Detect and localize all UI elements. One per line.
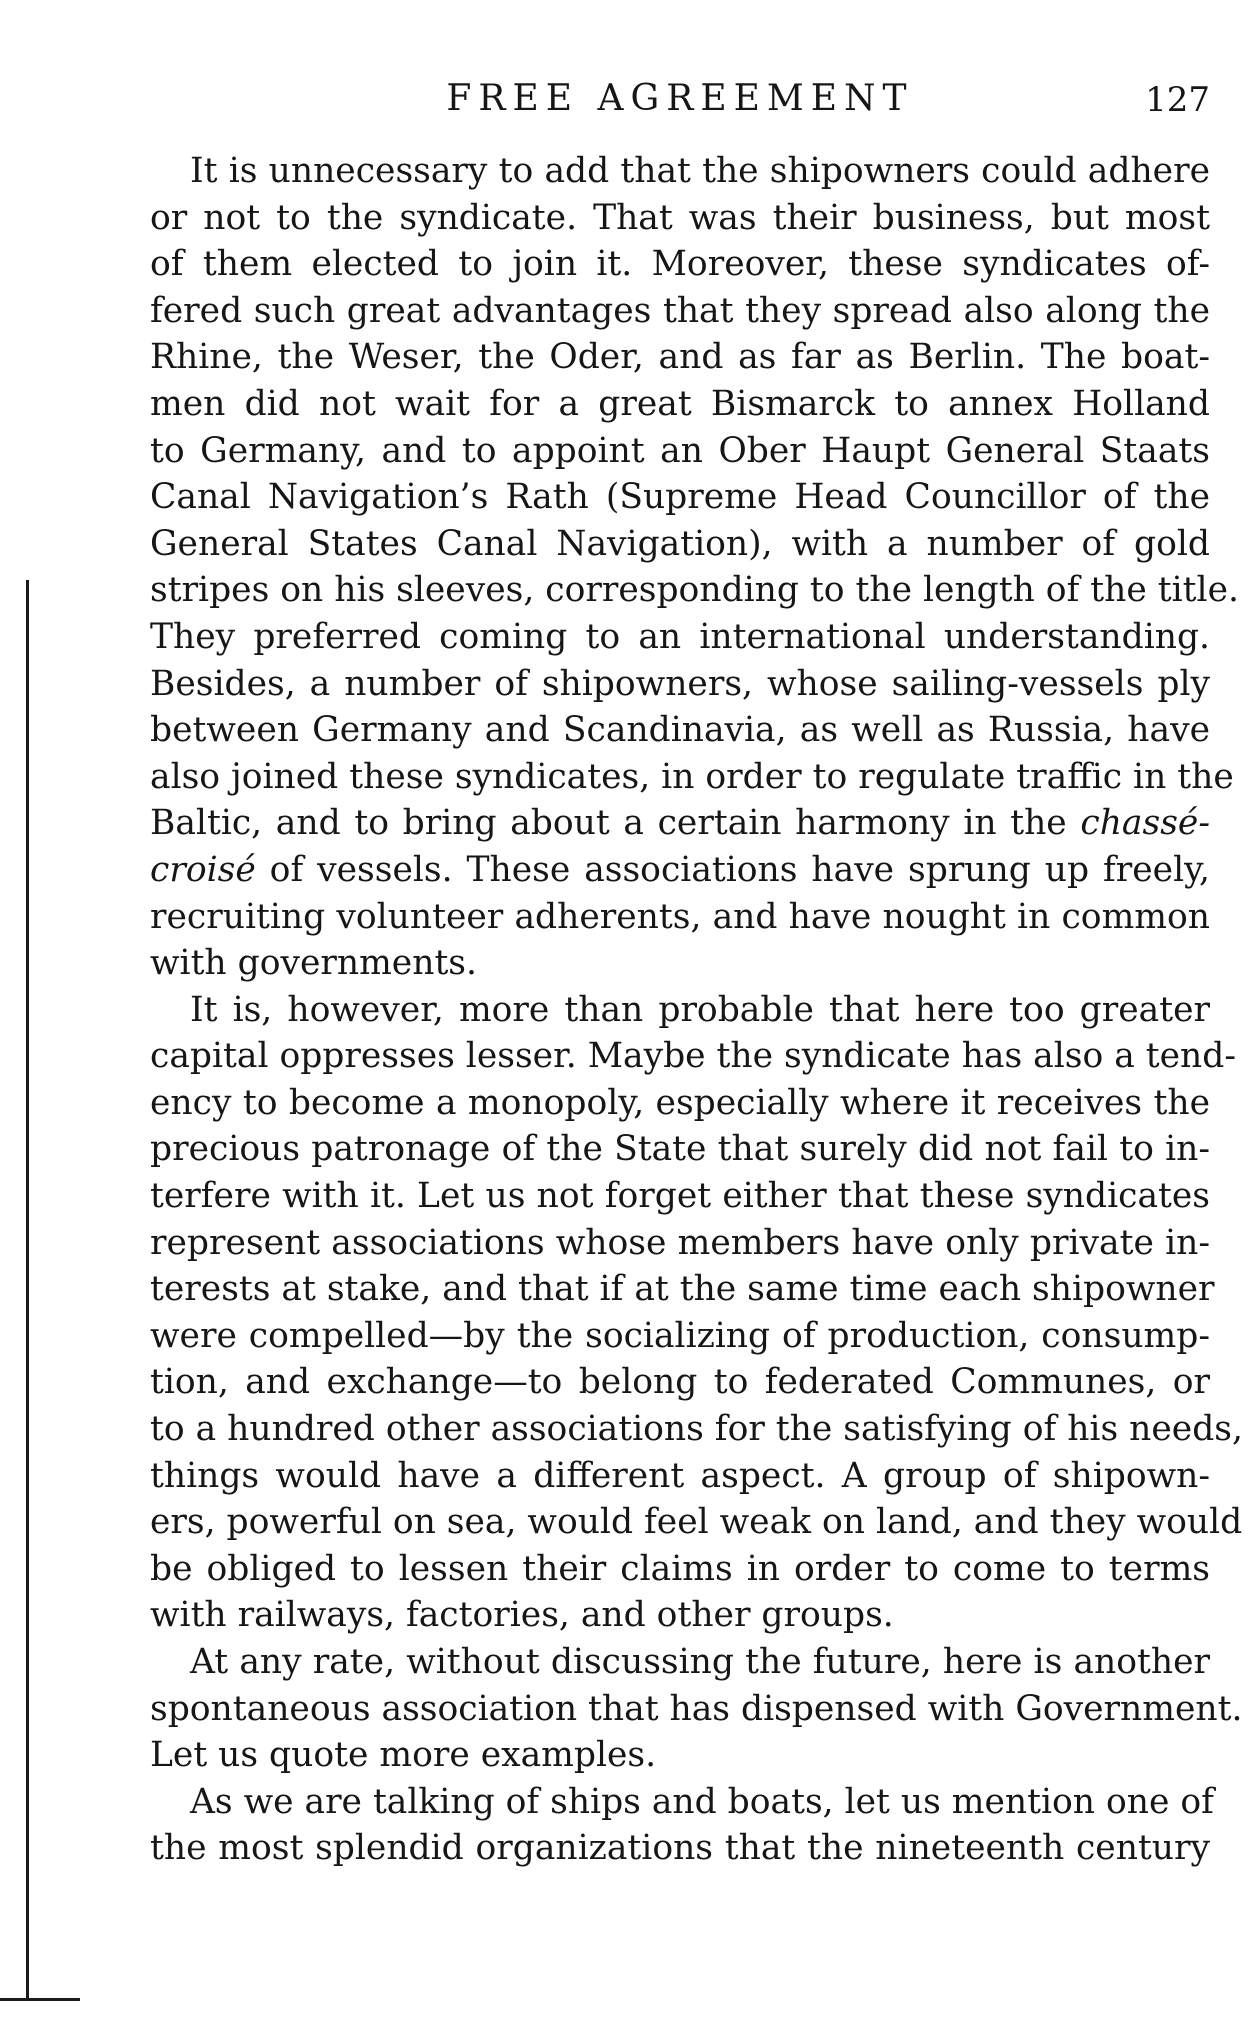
text-line: stripes on his sleeves, corresponding to the length of the title.: [150, 570, 1239, 611]
text-line: Let us quote more examples.: [150, 1735, 657, 1776]
text-line: They preferred coming to an international understanding.: [150, 616, 1210, 657]
text-line: terfere with it. Let us not forget either that these syndicates: [150, 1176, 1210, 1217]
text-line-with-italic: [150, 800, 1210, 847]
paragraph-3: [150, 1639, 1243, 1779]
text-line: to a hundred other associations for the satisfying of his needs,: [150, 1409, 1243, 1450]
text-line: the most splendid organizations that the nineteenth century: [150, 1828, 1210, 1869]
text-line: also joined these syndicates, in order to regulate traffic in the: [150, 756, 1234, 797]
left-margin-rule: [26, 580, 29, 2000]
text-line: or not to the syndicate. That was their business, but most: [150, 197, 1210, 238]
text-line: between Germany and Scandinavia, as well as Russia, have: [150, 710, 1210, 751]
text-line: ency to become a monopoly, especially where it receives the: [150, 1082, 1210, 1123]
running-title: FREE AGREEMENT: [446, 78, 914, 119]
text-line: be obliged to lessen their claims in order to come to terms: [150, 1548, 1210, 1589]
text-line: men did not wait for a great Bismarck to annex Holland: [150, 383, 1210, 424]
text-line: It is, however, more than probable that here too greater: [190, 989, 1210, 1030]
text-line: to Germany, and to appoint an Ober Haupt General Staats: [150, 430, 1210, 471]
text-line: ers, powerful on sea, would feel weak on land, and they would: [150, 1502, 1243, 1543]
text-line: represent associations whose members have only private in-: [150, 1222, 1210, 1263]
text-line: capital oppresses lesser. Maybe the syndicate has also a tend-: [150, 1036, 1236, 1077]
text-line: recruiting volunteer adherents, and have nought in common: [150, 896, 1210, 937]
text-line: were compelled—by the socializing of production, consump-: [150, 1315, 1210, 1356]
book-page: [150, 78, 1243, 1872]
page-number: 127: [1145, 80, 1210, 120]
bottom-margin-rule: [0, 1998, 80, 2001]
text-line: It is unnecessary to add that the shipowners could adhere: [190, 151, 1210, 191]
text-line: with railways, factories, and other groups.: [150, 1595, 894, 1636]
paragraph-1: [150, 148, 1239, 987]
text-line: At any rate, without discussing the future, here is another: [190, 1642, 1210, 1682]
text-line: terests at stake, and that if at the same time each shipowner: [150, 1269, 1215, 1310]
text-line: things would have a different aspect. A group of shipown-: [150, 1455, 1210, 1496]
text-line-with-italic: [150, 847, 1210, 894]
paragraph-4: [150, 1779, 1214, 1872]
text-line: precious patronage of the State that surely did not fail to in-: [150, 1129, 1210, 1170]
text-line: Rhine, the Weser, the Oder, and as far as Berlin. The boat-: [150, 337, 1210, 378]
text-line: Canal Navigation’s Rath (Supreme Head Councillor of the: [150, 477, 1210, 518]
text-line: of them elected to join it. Moreover, these syndicates of-: [150, 244, 1210, 285]
text-line: As we are talking of ships and boats, let us mention one of: [190, 1781, 1214, 1822]
running-header: [150, 78, 1210, 134]
italic-term: croisé: [150, 849, 256, 890]
text-line: with governments.: [150, 943, 477, 984]
text-line: spontaneous association that has dispensed with Government.: [150, 1688, 1243, 1729]
text-line: fered such great advantages that they spread also along the: [150, 290, 1210, 331]
paragraph-2: [150, 987, 1243, 1639]
text-line: tion, and exchange—to belong to federated Communes, or: [150, 1362, 1210, 1403]
body-text: [150, 148, 1243, 1872]
text-line: General States Canal Navigation), with a number of gold: [150, 523, 1210, 564]
italic-term: chassé-: [1080, 803, 1210, 844]
text-run: Baltic, and to bring about a certain harmony in the: [150, 803, 1081, 844]
text-line: Besides, a number of shipowners, whose sailing-vessels ply: [150, 663, 1210, 704]
text-run: of vessels. These associations have sprung up freely,: [255, 849, 1210, 890]
